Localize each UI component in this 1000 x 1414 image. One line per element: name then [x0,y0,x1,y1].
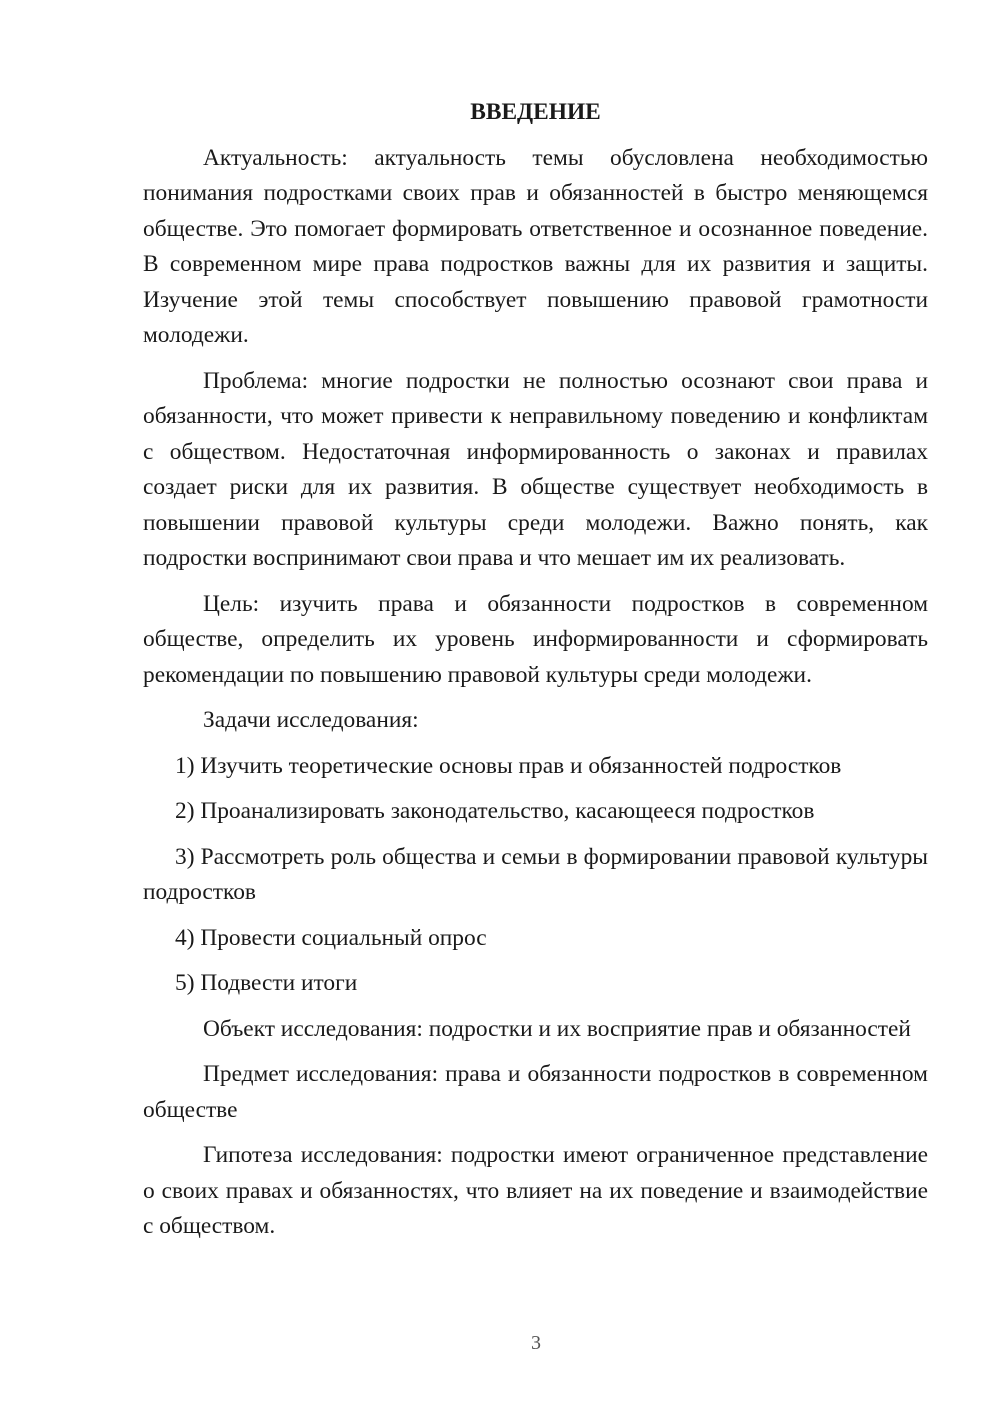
tasks-list [143,749,928,1002]
goal-paragraph: Цель: изучить права и обязанности подростков в современном обществе, определить их уровень информированности и сформировать рекомендации по повышению правовой культуры среди молодежи. [143,590,928,688]
hypothesis-paragraph: Гипотеза исследования: подростки имеют ограниченное представление о своих правах и обязанностях, что влияет на их поведение и взаимодействие с обществом. [143,1142,928,1239]
list-item: 2) Проанализировать законодательство, касающееся подростков [175,798,815,824]
tasks-heading: Задачи исследования: [203,707,419,733]
list-item: 5) Подвести итоги [175,970,358,996]
relevance-paragraph: Актуальность: актуальность темы обусловлена необходимостью понимания подростками своих прав и обязанностей в быстро меняющемся обществе. Это помогает формировать ответственное и осознанное поведение. В современном мире права подростков важны для их развития и защиты. Изучение этой темы способствует повышению правовой грамотности молодежи. [143,144,928,348]
page-title: ВВЕДЕНИЕ [470,99,601,125]
list-item: 1) Изучить теоретические основы прав и обязанностей подростков [175,752,842,779]
page-content [143,95,928,1255]
list-item: 4) Провести социальный опрос [175,924,487,951]
page-number: 3 [531,1332,541,1354]
object-paragraph: Объект исследования: подростки и их восприятие прав и обязанностей [203,1015,911,1042]
problem-paragraph: Проблема: многие подростки не полностью осознают свои права и обязанности, что может привести к неправильному поведению и конфликтам с обществом. Недостаточная информированность о законах и правилах создает риски для их развития. В обществе существует необходимость в повышении правовой культуры среди молодежи. Важно понять, как подростки воспринимают свои права и что мешает им их реализовать. [143,367,928,571]
list-item: 3) Рассмотреть роль общества и семьи в формировании правовой культуры подростков [143,843,928,905]
subject-paragraph: Предмет исследования: права и обязанности подростков в современном обществе [143,1061,928,1123]
